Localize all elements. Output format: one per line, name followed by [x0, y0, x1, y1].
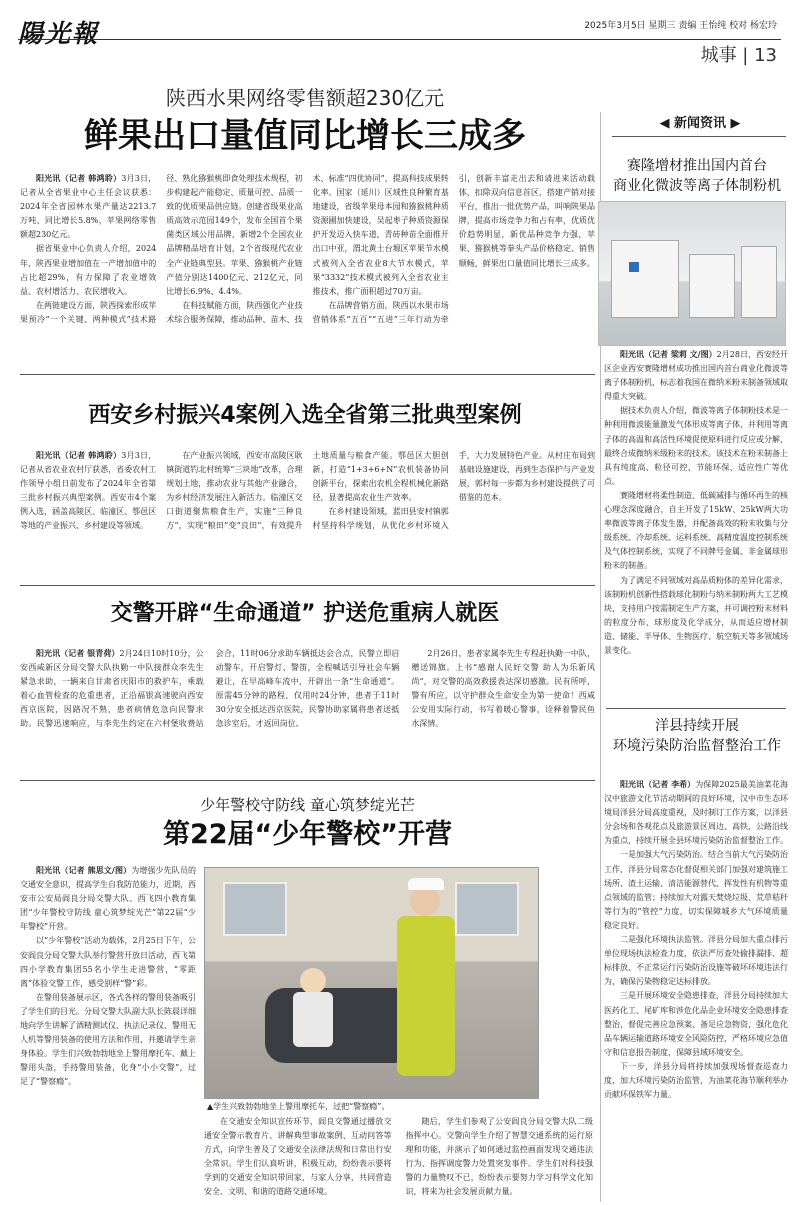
- article2-para: 在乡村建设领域，蓝田县安村镇郭村坚持科学规划，从优化乡村环境入手，大力发展特色产业。从村庄布局到基础设施建设，再到生态保护与产业发展，郭村每一步都为乡村建设提供了可借鉴的范本。: [312, 451, 595, 531]
- dateline: 2025年3月5日 星期三 责编 王怡纯 校对 杨宏玲: [584, 21, 777, 31]
- article4-kicker: 少年警校守防线 童心筑梦绽光芒: [200, 796, 415, 814]
- sidebar-item2-para: 三是开展环境安全隐患排查，洋县分局持续加大医药化工、尾矿库和涉危化品企业环境安全隐患排查整治，督促完善应急预案、备足应急物资，强化危化品车辆运输道路环境安全风险防控，严格环境应急值守和信息报告制度，保障县域环境安全。: [604, 991, 788, 1057]
- article3-headline: 交警开辟“生命通道” 护送危重病人就医: [110, 601, 500, 626]
- article4-para: 随后，学生们参观了公安阎良分局交警大队二级指挥中心。交警向学生介绍了智慧交通系统的运行原理和功能，并演示了如何通过监控画面发现交通违法行为、指挥调度警力处置突发事件。学生们对科技强警的力量赞叹不已，纷纷表示要努力学习科学文化知识，将来为社会发展贡献力量。: [405, 1117, 593, 1197]
- article4-author: 阳光讯（记者 熊思文/图）: [36, 866, 132, 875]
- photo-caption: ▲学生兴致勃勃地坐上警用摩托车，过把“警察瘾”。: [207, 1102, 390, 1111]
- sidebar-item1-para: 为了满足不同领域对高品质粉体的差异化需求，该制粉机创新性搭载球化制粉与纳米制粉两大工艺模块，支持用户按需制定生产方案，并可调控粉末材料的粒度分布、球形度及化学成分，从而适应增材制造、储能、半导体、生物医疗、航空航天等多领域场景变化。: [604, 575, 788, 655]
- divider: [606, 708, 786, 709]
- news-brief-tag: ◀ 新闻资讯 ▶: [659, 116, 741, 131]
- officer-cap: [408, 878, 444, 890]
- article1-para: 在品牌营销方面，陕西以水果市场营销体系“五百”“五进”三年行动为牵引，创新丰富走出去和请进来活动载体，扣除双向信息首区，搭建产销对接平台，推出一批优势产品，叫响陕果品牌，提高市场竞争力和占有率，优质优价趋势明显，新优品种竞争力强，苹果、猕猴桃等拳头产品价格稳定、销售顺畅，鲜果出口量值同比增长三成多。: [312, 174, 595, 324]
- article1-para: 在科技赋能方面，陕西强化产业技术综合服务保障，推动品种、苗木、技术、标准“四优协同”，提高科技成果转化率。国家（延川）区域性良种繁育基地建设，省级苹果母本园和猕猴桃种质资源圃加快建设，吴起枣子种质资源保护开发迈入快车道，青砖种苗全面推开出口中亚，渭北黄土台塬区苹果节水模式被列入全省农业8大节水模式，苹果“3332”技术模式被列入全省农业主推技术，推广面积超过70万亩。: [166, 174, 449, 324]
- factory-photo: [598, 201, 786, 346]
- article1-author: 阳光讯（记者 韩鸿聆）: [36, 174, 122, 183]
- article1-body: [20, 172, 595, 360]
- sidebar-item2-para: 二是强化环境执法监管。洋县分局加大重点排污单位现场执法检查力度，依法严厉查处偷排漏排、超标排放、不正常运行污染防治设施等破坏环境违法行为，确保污染物稳定达标排放。: [604, 935, 788, 987]
- sidebar-item2-headline: [604, 716, 790, 756]
- article4-para: 阳光讯（记者 熊思文/图）为增强少先队员的交通安全意识，提高学生自我防范能力，近期，西安市公安局阎良分局交警大队、西飞四小教育集团“少年警校守防线 童心筑梦绽光芒”第22届“少年警校”开营。: [20, 866, 196, 932]
- divider: [20, 585, 595, 586]
- tag-bracket-icon: ▶: [730, 116, 741, 131]
- article4-headline: 第22届“少年警校”开营: [162, 819, 453, 850]
- sidebar-item1-para: 据技术负责人介绍，微波等离子体制粉技术是一种利用微波能量激发气体形成等离子体，并利用等离子体的高温和高活性环境促使原料进行反应或分解，最终合成微纳米级粉末的技术。该技术在粉末制备上具有纯度高、粒径可控、节能环保、适应性广等优点。: [604, 406, 788, 486]
- sidebar-item2-headline-line: 洋县持续开展: [655, 718, 739, 734]
- article4-para: 在交通安全知识宣传环节，阎良交警通过播放交通安全警示教育片、讲解典型事故案例、互动问答等方式，向学生普及了交通安全法律法规和日常出行安全常识。学生们认真听讲，积极互动，纷纷表示要将学到的交通安全知识带回家，与家人分享，共同营造安全、文明、和谐的道路交通环境。: [204, 1117, 392, 1197]
- sidebar-item1-para: 阳光讯（记者 梁莉 文/图）2月28日，西安经开区企业西安赛隆增材成功推出国内首台商业化微波等离子体制粉机，标志着我国在微纳米粉末制备领域取得重大突破。: [604, 350, 788, 402]
- article1-para: 在两链建设方面，陕西探索形成苹果预冷“一个关键、两种模式”技术路径、熟化猕猴桃即食处理技术规程，初步构建起产能稳定、质量可控、品质一致的优质果品供应链。创建省级果业高质高效示范园149个，发布全国首个果菌类区域公用品牌，新增2个全国农业品牌精品培育计划，2个省级现代农业全产业链典型县。苹果、猕猴桃产业链产值分别达1400亿元、212亿元，同比增长6.9%、4.4%。: [20, 174, 303, 324]
- sidebar-item2-para: 下一步，洋县分局将持续加强现场督查巡查力度，加大环境污染防治监管，为油菜花海节顺利举办贡献环保铁军力量。: [604, 1061, 788, 1100]
- divider: [20, 780, 595, 781]
- section-label: 城事 | 13: [700, 45, 777, 66]
- sidebar-item1-body: [604, 348, 788, 693]
- article2-headline: 西安乡村振兴4案例入选全省第三批典型案例: [88, 403, 522, 428]
- divider: [612, 136, 786, 137]
- article2-para: 在产业振兴领域，西安市高陵区耿镇街道钓北村统筹“三块地”改革，合理规划土地，推动农业与其他产业融合，为乡村经济发展注入新活力。临潼区交口街道聚焦粮食生产，实施“三种良方”，实现“粮田”变“良田”，有效提升土地质量与粮食产能。鄠邑区大胆创新，打造“1+3+6+N”农机装备协同创新平台，探索出农机全程机械化新路径，显著提高农业生产效率。: [166, 451, 449, 531]
- student-child: [300, 968, 326, 994]
- article3-author: 阳光讯（记者 银青荷）: [36, 649, 120, 658]
- sidebar-item1-headline: [604, 156, 790, 196]
- traffic-police-officer: [410, 886, 440, 916]
- article3-para: 阳光讯（记者 银青荷）2月24日10时10分，公安西咸新区分局交警大队执勤一中队接群众李先生紧急求助，一辆来自甘肃省庆阳市的救护车，乘载着心血管检查的危重患者，正沿福银高速驶向西安西京医院，因路况不熟，患者病情危急向民警求助。民警迅速响应，与李先生约定在六村堡收费站会合，11时06分求助车辆抵达会合点，民警立即启动警车，开启警灯、警笛，全程喊话引导社会车辆避让，在早高峰车流中，开辟出一条“生命通道”。原需45分钟的路程，仅用时24分钟，患者于11时30分安全抵达西京医院，民警协助家属将患者送抵急诊室后，才返回岗位。: [20, 649, 400, 729]
- article1-para: 据省果业中心负责人介绍，2024年，陕西果业增加值在一产增加值中的占比超29%，有力保障了农业增效益、农村增活力、农民增收入。: [20, 244, 157, 296]
- sidebar-item1-headline-line: 商业化微波等离子体制粉机: [613, 178, 781, 194]
- newspaper-logo: 陽光報: [18, 19, 100, 48]
- article2-para: 阳光讯（记者 韩鸿聆）3月3日，记者从省农业农村厅获悉，省委农村工作领导小组日前发布了2024年全省第三批乡村振兴典型案例。西安市4个案例入选，涵盖高陵区、临潼区、鄠邑区等地的产业振兴、乡村建设等领域。: [20, 451, 157, 531]
- divider: [20, 374, 595, 375]
- sidebar-item1-para: 赛隆增材将柔性制造、低碳减排与循环再生的核心理念深度融合，自主开发了15kW、25kW两大功率微波等离子体发生器，并配备高效的粉末收集与分级系统、冷却系统、运料系统、高精度温度控制系统及气体控制系统，实现了不同牌号金属、非金属球形粉末的制备。: [604, 490, 788, 571]
- masthead-rule: [18, 39, 781, 40]
- police-motorcycle: [265, 988, 415, 1063]
- sidebar-item2-para: 阳光讯（记者 李希）为保障2025最美油菜花海汉中旅游文化节活动期间的良好环境，汉中市生态环境局洋县分局高度重视，及时制订工作方案，以洋县分会场和各观花点及旅游景区周边、高铁、公路沿线为重点，持续开展全县环境污染防治监督整治工作。: [604, 780, 788, 846]
- police-school-photo: [204, 867, 539, 1099]
- article4-para: 以“少年警校”活动为载体，2月25日下午，公安阎良分局交警大队举行警营开放日活动，西飞第四小学教育集团55名小学生走进警营，“零距离”体验交警工作，感受别样“警”彩。: [20, 936, 196, 988]
- article4-para: 在警用装备展示区，各式各样的警用装备吸引了学生们的目光。分局交警大队副大队长陈晨详细地向学生讲解了酒精测试仪、执法记录仪、警用无人机等警用装备的使用方法和作用，并邀请学生亲身体验。学生们兴致勃勃地坐上警用摩托车、戴上警用头盔，手持警用装备，化身“小小交警”，过足了“警察瘾”。: [20, 992, 196, 1087]
- article1-kicker: 陕西水果网络零售额超230亿元: [165, 86, 445, 110]
- tag-bracket-icon: ◀: [659, 116, 670, 131]
- powder-machine: [611, 240, 679, 318]
- article1-headline: 鲜果出口量值同比增长三成多: [84, 116, 526, 156]
- sidebar-item1-author: 阳光讯（记者 梁莉 文/图）: [620, 350, 717, 359]
- powder-machine: [741, 246, 777, 318]
- sidebar-item2-para: 一是加强大气污染防治。结合当前大气污染防治工作，洋县分局常态化督促相关部门加强对建筑施工场所、渣土运输、清洁能源替代、挥发性有机物等重点领域的监管；持续加大对露天焚烧垃圾、荒草秸秆等行为的“管控”力度，切实保障城乡大气环境质量稳定良好。: [604, 850, 788, 930]
- window: [455, 882, 519, 936]
- sidebar-item1-headline-line: 赛隆增材推出国内首台: [627, 158, 767, 174]
- article4-body-bottom: [204, 1115, 593, 1203]
- article3-para: 2月26日，患者家属李先生专程赶执勤一中队，赠送锦旗。上书“感谢人民好交警 助人为乐新风尚”，对交警的高效救援表达深切感激。民有所呼，警有所应，以守护群众生命安全为第一使命！西咸公安用实际行动，书写着暖心警事，诠释着警民鱼水深情。: [411, 649, 595, 729]
- sidebar-item2-body: [604, 778, 788, 1202]
- powder-machine: [689, 254, 735, 318]
- student-uniform: [293, 992, 333, 1047]
- article2-author: 阳光讯（记者 韩鸿聆）: [36, 451, 122, 460]
- article1-para: 阳光讯（记者 韩鸿聆）3月3日，记者从全省果业中心主任会议获悉：2024年全省园林水果产量达2213.7万吨、同比增长5.8%，苹果网络零售额超230亿元。: [20, 174, 157, 240]
- article2-body: [20, 449, 595, 581]
- sidebar-item2-author: 阳光讯（记者 李希）: [620, 780, 696, 789]
- article4-body-left: [20, 864, 196, 1200]
- window: [223, 882, 287, 936]
- article3-body: [20, 647, 595, 769]
- officer-vest: [397, 916, 455, 1076]
- sidebar-item2-headline-line: 环境污染防治监督整治工作: [613, 738, 781, 754]
- control-panel: [629, 262, 639, 272]
